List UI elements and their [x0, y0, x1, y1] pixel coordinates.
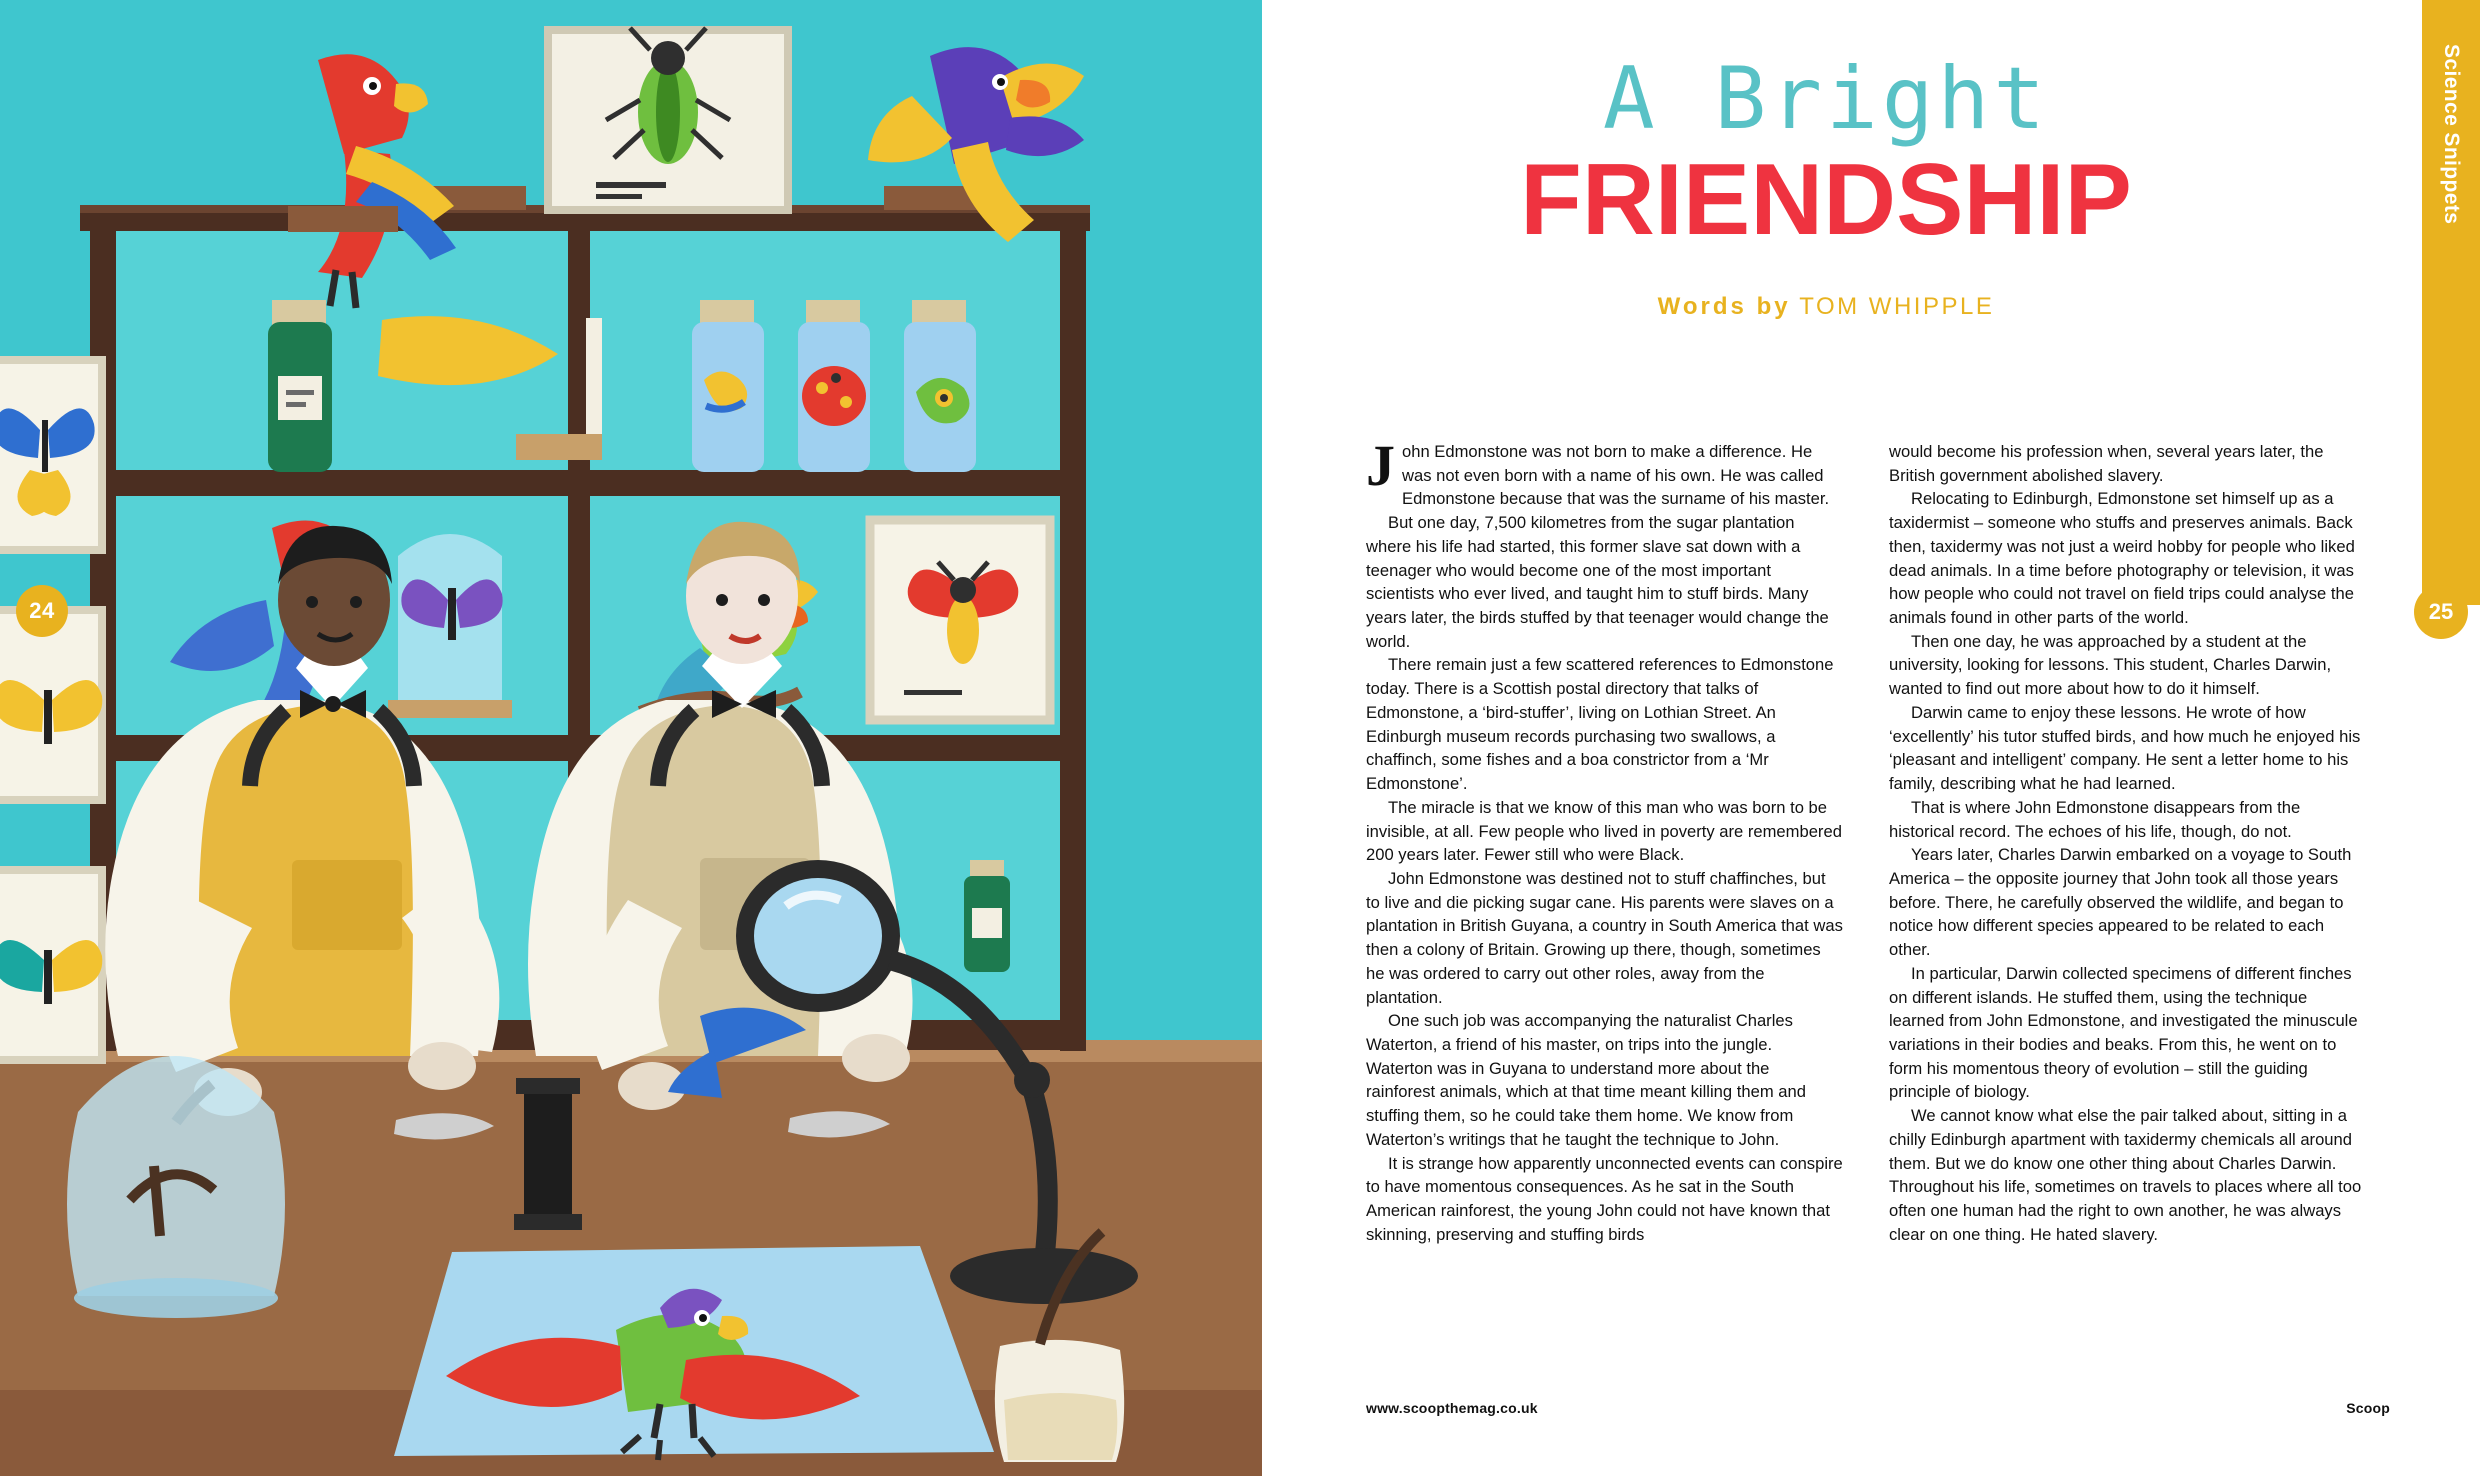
body-paragraph: In particular, Darwin collected specimens of different finches on different islands. He stuffed them, using the technique learned from John Edmonstone, and investigated the minuscule variations in their bodies and beaks. From this, he went on to form his momentous theory of evolution – still the guiding principle of biology. [1889, 963, 2358, 1102]
body-paragraph: We cannot know what else the pair talked about, sitting in a chilly Edinburgh apartment with taxidermy chemicals all around them. But we do know one other thing about Charles Darwin. Throughout his life, sometimes on travels to places where all too often one human had the right to own another, he was always clear on one thing. He hated slavery. [1889, 1106, 2362, 1244]
body-paragraph: But one day, 7,500 kilometres from the sugar plantation where his life had started, this former slave sat down with a teenager who would become one of the most important scientists who ever lived, and taught him to stuff birds. Many years later, the birds stuffed by that teenager would change the world. [1366, 513, 1829, 651]
body-paragraph: John Edmonstone was destined not to stuff chaffinches, but to live and die picking sugar cane. His parents were slaves on a plantation in British Guyana, a country in South America that was then a colony of Britain. Growing up there, though, sometimes he was ordered to carry out other roles, away from the plantation. [1366, 868, 1843, 1007]
body-paragraph: One such job was accompanying the naturalist Charles Waterton, a friend of his master, on trips into the jungle. Waterton was in Guyana to understand more about the rainforest animals, which at that time meant killing them and stuffing them, so he could take them home. We know from Waterton’s writings that he taught the technique to John. [1366, 1011, 1806, 1149]
footer-magazine: Scoop [2346, 1400, 2390, 1416]
body-paragraph: Relocating to Edinburgh, Edmonstone set himself up as a taxidermist – someone who stuffs and preserves animals. Back then, taxidermy was not just a weird hobby for people who liked dead animals. In a time before photography or television, it was how people who could not travel on field trips could analyse the animals found in other parts of the world. [1889, 489, 2355, 628]
page-number-right: 25 [2414, 585, 2468, 639]
body-paragraph: Darwin came to enjoy these lessons. He wrote of how ‘excellently’ his tutor stuffed birds, and how much he enjoyed his ‘pleasant and intelligent’ company. He sent a letter home to his family, describing what he had learned. [1889, 702, 2361, 794]
body-column-left [1366, 433, 1843, 1390]
body-column-right [1889, 440, 2366, 1390]
headline-line-1: A Bright [1602, 49, 2050, 149]
body-paragraph: There remain just a few scattered references to Edmonstone today. There is a Scottish postal directory that talks of Edmonstone, a ‘bird-stuffer’, living on Lothian Street. An Edinburgh museum records purchasing two swallows, a chaffinch, some fishes and a boa constrictor from a ‘Mr Edmonstone’. [1366, 655, 1834, 794]
byline-prefix: Words by [1657, 292, 1791, 320]
byline-author: TOM WHIPPLE [1799, 292, 1995, 320]
body-paragraph: Then one day, he was approached by a student at the university, looking for lessons. This student, Charles Darwin, wanted to find out more about how to do it himself. [1889, 631, 2332, 699]
body-paragraph: The miracle is that we know of this man who was born to be invisible, at all. Few people who lived in poverty are remembered 200 years later. Fewer still who were Black. [1366, 797, 1842, 865]
byline [1262, 293, 2390, 321]
body-paragraph: would become his profession when, several years later, the British government abolished slavery. [1889, 442, 2324, 485]
headline-line-2: FRIENDSHIP [1520, 143, 2132, 256]
article-headline [1262, 49, 2390, 321]
page-number-left: 24 [16, 585, 68, 637]
article-body [1366, 433, 2366, 1390]
right-page-article [1262, 0, 2480, 1476]
body-paragraph: John Edmonstone was not born to make a difference. He was not even born with a name of his own. He was called Edmonstone because that was the surname of his master. [1366, 433, 1830, 509]
drop-cap: J [1366, 433, 1395, 498]
body-paragraph: It is strange how apparently unconnected events can conspire to have momentous consequences. As he sat in the South American rainforest, the young John could not have known that skinning, preserving and stuffing birds [1366, 1153, 1843, 1244]
section-tab [2422, 0, 2480, 605]
page-footer [1366, 1400, 2390, 1416]
footer-website: www.scoopthemag.co.uk [1366, 1400, 1538, 1416]
body-paragraph: Years later, Charles Darwin embarked on a voyage to South America – the opposite journey that John took all those years before. There, he carefully observed the wildlife, and began to notice how different species appeared to be related to each other. [1889, 845, 2352, 960]
body-paragraph: That is where John Edmonstone disappears from the historical record. The echoes of his life, though, do not. [1889, 797, 2301, 841]
section-tab-label: Science Snippets [2440, 44, 2463, 225]
